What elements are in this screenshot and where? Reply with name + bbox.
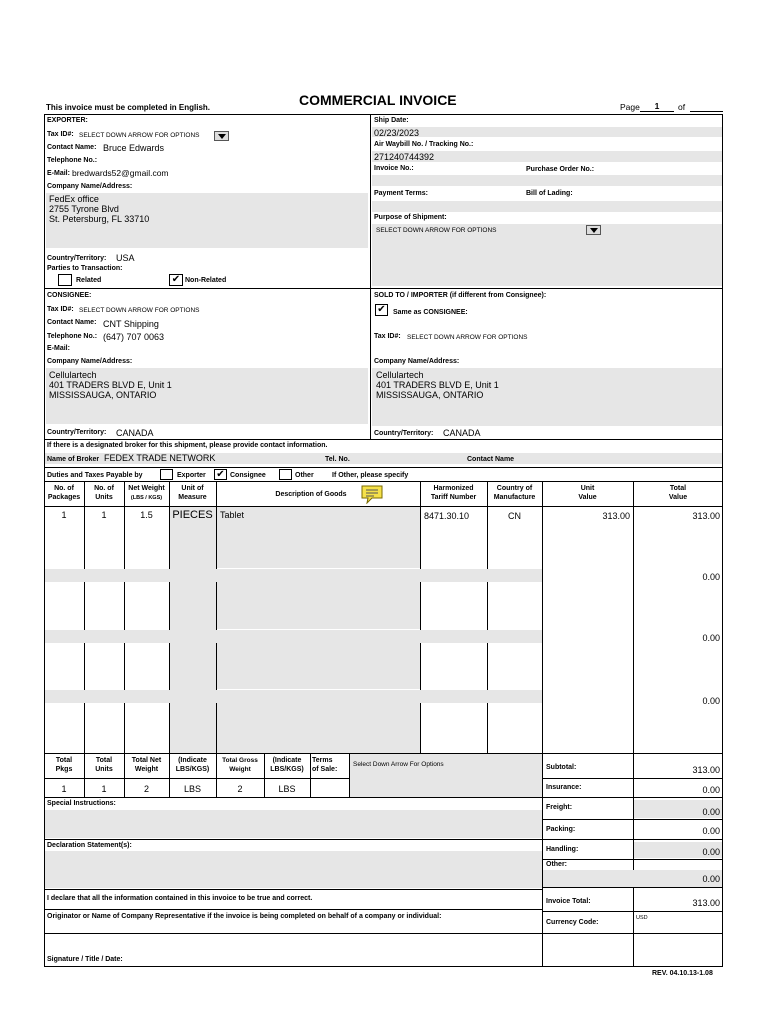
total-pkgs-label: Total Pkgs [55, 757, 73, 773]
col-header-hts: Harmonized Tariff Number [430, 485, 477, 501]
duties-other-label: Other [295, 472, 314, 479]
row-total-value: 0.00 [702, 633, 720, 643]
subtotal-label: Subtotal: [546, 764, 577, 771]
consignee-address-text: Cellulartech 401 TRADERS BLVD E, Unit 1 MISSISSAUGA, ONTARIO [49, 370, 172, 400]
handling-label: Handling: [546, 846, 579, 853]
invoice-total-value: 313.00 [692, 898, 720, 908]
special-instructions-label: Special Instructions: [47, 800, 116, 807]
special-instructions-field[interactable] [45, 810, 542, 838]
purpose-select[interactable]: SELECT DOWN ARROW FOR OPTIONS [376, 227, 497, 234]
row-country[interactable]: CN [508, 511, 521, 521]
col-line [542, 481, 543, 967]
exporter-email-field[interactable]: bredwards52@gmail.com [72, 168, 169, 178]
total-units-value[interactable]: 1 [101, 784, 107, 794]
section-divider [44, 439, 723, 440]
row-unit-value[interactable]: 313.00 [602, 511, 630, 521]
col-header-net-weight: Net Weight [128, 485, 165, 492]
packing-value[interactable]: 0.00 [702, 826, 720, 836]
english-note: This invoice must be completed in English. [46, 103, 211, 112]
exporter-taxid-label: Tax ID#: [47, 131, 74, 138]
payment-bol-field[interactable] [372, 201, 722, 212]
soldto-taxid-select[interactable]: SELECT DOWN ARROW FOR OPTIONS [407, 334, 528, 341]
same-as-consignee-label: Same as CONSIGNEE: [393, 309, 468, 316]
row-divider [44, 467, 723, 468]
row-divider [542, 797, 723, 798]
col-line [633, 481, 634, 967]
exporter-country-label: Country/Territory: [47, 255, 107, 262]
checkmark-icon: ✔ [171, 274, 181, 285]
terms-label: Terms of Sale: [312, 757, 338, 773]
soldto-address-text: Cellulartech 401 TRADERS BLVD E, Unit 1 MISSISSAUGA, ONTARIO [376, 370, 499, 400]
duties-exporter-label: Exporter [177, 472, 206, 479]
exporter-taxid-select[interactable]: SELECT DOWN ARROW FOR OPTIONS [79, 132, 200, 139]
certify-text: I declare that all the information contained in this invoice to be true and correct. [47, 895, 313, 902]
col-line [420, 481, 421, 753]
exporter-company-label: Company Name/Address: [47, 183, 133, 190]
row-gap [217, 568, 420, 569]
page-title: COMMERCIAL INVOICE [299, 92, 457, 108]
related-label: Related [76, 277, 102, 284]
total-net-value[interactable]: 2 [143, 784, 149, 794]
payment-terms-label: Payment Terms: [374, 190, 428, 197]
row-divider [542, 887, 723, 888]
col-line [487, 481, 488, 753]
consignee-company-label: Company Name/Address: [47, 358, 133, 365]
col-line [310, 753, 311, 797]
row-divider [542, 911, 723, 912]
total-gross-value[interactable]: 2 [237, 784, 243, 794]
insurance-label: Insurance: [546, 784, 582, 791]
bol-label: Bill of Lading: [526, 190, 573, 197]
exporter-heading: EXPORTER: [47, 117, 88, 124]
checkmark-icon: ✔ [216, 469, 225, 480]
insurance-value[interactable]: 0.00 [702, 785, 720, 795]
total-net-unit[interactable]: LBS [183, 784, 201, 794]
same-as-consignee-checkbox[interactable] [375, 304, 388, 316]
consignee-country-label: Country/Territory: [47, 429, 107, 436]
subtotal-value: 313.00 [692, 765, 720, 775]
invoice-po-field[interactable] [372, 175, 722, 186]
dropdown-arrow-icon[interactable] [586, 225, 601, 235]
col-header-packages: No. of Packages [47, 485, 81, 501]
broker-note: If there is a designated broker for this shipment, please provide contact information. [47, 442, 328, 449]
row-divider [44, 778, 350, 779]
duties-consignee-label: Consignee [230, 472, 266, 479]
row-divider [44, 839, 542, 840]
freight-value: 0.00 [702, 807, 720, 817]
total-pages-field[interactable] [690, 111, 723, 112]
page-number[interactable]: 1 [640, 101, 674, 112]
originator-text: Originator or Name of Company Representative if the invoice is being completed on behalf of a company or individual: [47, 913, 442, 920]
consignee-phone-label: Telephone No.: [47, 333, 98, 340]
checkmark-icon: ✔ [377, 304, 386, 315]
nonrelated-label: Non-Related [185, 277, 227, 284]
col-header-uom: Unit of Measure [178, 485, 207, 501]
consignee-heading: CONSIGNEE: [47, 292, 92, 299]
col-header-description: Description of Goods [275, 491, 347, 498]
row-total-value: 0.00 [702, 696, 720, 706]
row-divider [44, 909, 542, 910]
soldto-taxid-label: Tax ID#: [374, 333, 401, 340]
awb-value: 271240744392 [374, 152, 435, 162]
col-header-unit-value: Unit Value [578, 485, 597, 501]
exporter-phone-label: Telephone No.: [47, 157, 98, 164]
row-divider [542, 859, 723, 860]
row-units[interactable]: 1 [101, 510, 107, 520]
row-divider [44, 797, 542, 798]
total-pkgs-value[interactable]: 1 [61, 784, 67, 794]
invoice-total-label: Invoice Total: [546, 898, 591, 905]
freight-label: Freight: [546, 804, 573, 811]
soldto-country-field[interactable]: CANADA [443, 428, 481, 438]
duties-specify-label: If Other, please specify [332, 472, 409, 479]
awb-label: Air Waybill No. / Tracking No.: [374, 141, 474, 148]
ship-date-value: 02/23/2023 [374, 128, 420, 138]
broker-tel-label: Tel. No. [325, 456, 350, 463]
indicate-net-label: (Indicate LBS/KGS) [175, 757, 210, 773]
terms-select[interactable]: Select Down Arrow For Options [353, 761, 444, 768]
currency-field[interactable]: USD [636, 915, 648, 921]
row-total-value: 313.00 [692, 511, 720, 521]
duties-consignee-checkbox[interactable] [214, 469, 227, 480]
col-header-total-value: Total Value [668, 485, 688, 501]
purpose-label: Purpose of Shipment: [374, 214, 447, 221]
row-divider [542, 839, 723, 840]
currency-label: Currency Code: [546, 919, 599, 926]
broker-name-label: Name of Broker [47, 456, 100, 463]
po-label: Purchase Order No.: [526, 166, 595, 173]
handling-value: 0.00 [702, 847, 720, 857]
total-net-label: Total Net Weight [131, 757, 162, 773]
total-units-label: Total Units [95, 757, 113, 773]
revision-label: REV. 04.10.13-1.08 [652, 970, 713, 977]
row-description[interactable]: Tablet [220, 510, 245, 520]
row-hts[interactable]: 8471.30.10 [424, 511, 470, 521]
declaration-field[interactable] [45, 851, 542, 888]
consignee-phone-field[interactable]: (647) 707 0063 [103, 332, 165, 342]
related-checkbox[interactable] [58, 274, 72, 286]
exporter-country-field[interactable]: USA [116, 253, 135, 263]
nonrelated-checkbox[interactable] [169, 274, 183, 286]
duties-other-checkbox[interactable] [279, 469, 292, 480]
section-divider [370, 114, 371, 439]
signature-label: Signature / Title / Date: [47, 956, 123, 963]
indicate-gross-label: (Indicate LBS/KGS) [270, 757, 304, 773]
consignee-taxid-select[interactable]: SELECT DOWN ARROW FOR OPTIONS [79, 307, 200, 314]
row-gap [217, 629, 420, 630]
broker-contact-label: Contact Name [467, 456, 515, 463]
exporter-contact-label: Contact Name: [47, 144, 97, 151]
col-header-country: Country of Manufacture [493, 485, 536, 501]
col-header-net-weight-unit: (LBS / KGS) [130, 495, 163, 501]
invoice-no-label: Invoice No.: [374, 165, 414, 172]
packing-label: Packing: [546, 826, 576, 833]
exporter-contact-field[interactable]: Bruce Edwards [103, 143, 165, 153]
of-label: of [678, 102, 686, 112]
row-net-weight[interactable]: 1.5 [140, 510, 153, 520]
dropdown-arrow-icon[interactable] [214, 131, 229, 141]
soldto-company-label: Company Name/Address: [374, 358, 460, 365]
goods-row-band [45, 630, 542, 643]
row-packages[interactable]: 1 [61, 510, 67, 520]
section-divider [44, 288, 723, 289]
row-gap [217, 689, 420, 690]
row-divider [44, 481, 723, 482]
ship-date-label: Ship Date: [374, 117, 409, 124]
consignee-contact-label: Contact Name: [47, 319, 97, 326]
declaration-label: Declaration Statement(s): [47, 842, 132, 849]
duties-label: Duties and Taxes Payable by [47, 472, 143, 479]
consignee-country-field[interactable]: CANADA [116, 428, 154, 438]
exporter-email-label: E-Mail: [47, 170, 70, 177]
duties-exporter-checkbox[interactable] [160, 469, 173, 480]
goods-row-band [45, 690, 542, 703]
row-divider [44, 889, 542, 890]
other-value: 0.00 [702, 874, 720, 884]
row-total-value: 0.00 [702, 572, 720, 582]
soldto-heading: SOLD TO / IMPORTER (if different from Consignee): [374, 292, 547, 299]
col-header-units: No. of Units [94, 485, 114, 501]
exporter-address-text: FedEx office 2755 Tyrone Blvd St. Petersburg, FL 33710 [49, 194, 150, 224]
consignee-email-label: E-Mail: [47, 345, 70, 352]
total-gross-unit[interactable]: LBS [278, 784, 296, 794]
ship-date-field[interactable] [372, 127, 722, 137]
consignee-contact-field[interactable]: CNT Shipping [103, 319, 159, 329]
page-label: Page [620, 102, 640, 112]
parties-label: Parties to Transaction: [47, 265, 123, 272]
row-divider [44, 933, 723, 934]
other-label: Other: [546, 861, 567, 868]
consignee-taxid-label: Tax ID#: [47, 306, 74, 313]
row-divider [542, 819, 723, 820]
row-uom[interactable]: PIECES [172, 509, 213, 521]
goods-row-band [45, 569, 542, 582]
total-gross-label: Total Gross Weight [222, 757, 258, 773]
comment-note-icon[interactable] [360, 484, 384, 502]
broker-name-field[interactable]: FEDEX TRADE NETWORK [104, 453, 216, 463]
row-divider [542, 778, 723, 779]
soldto-country-label: Country/Territory: [374, 430, 434, 437]
